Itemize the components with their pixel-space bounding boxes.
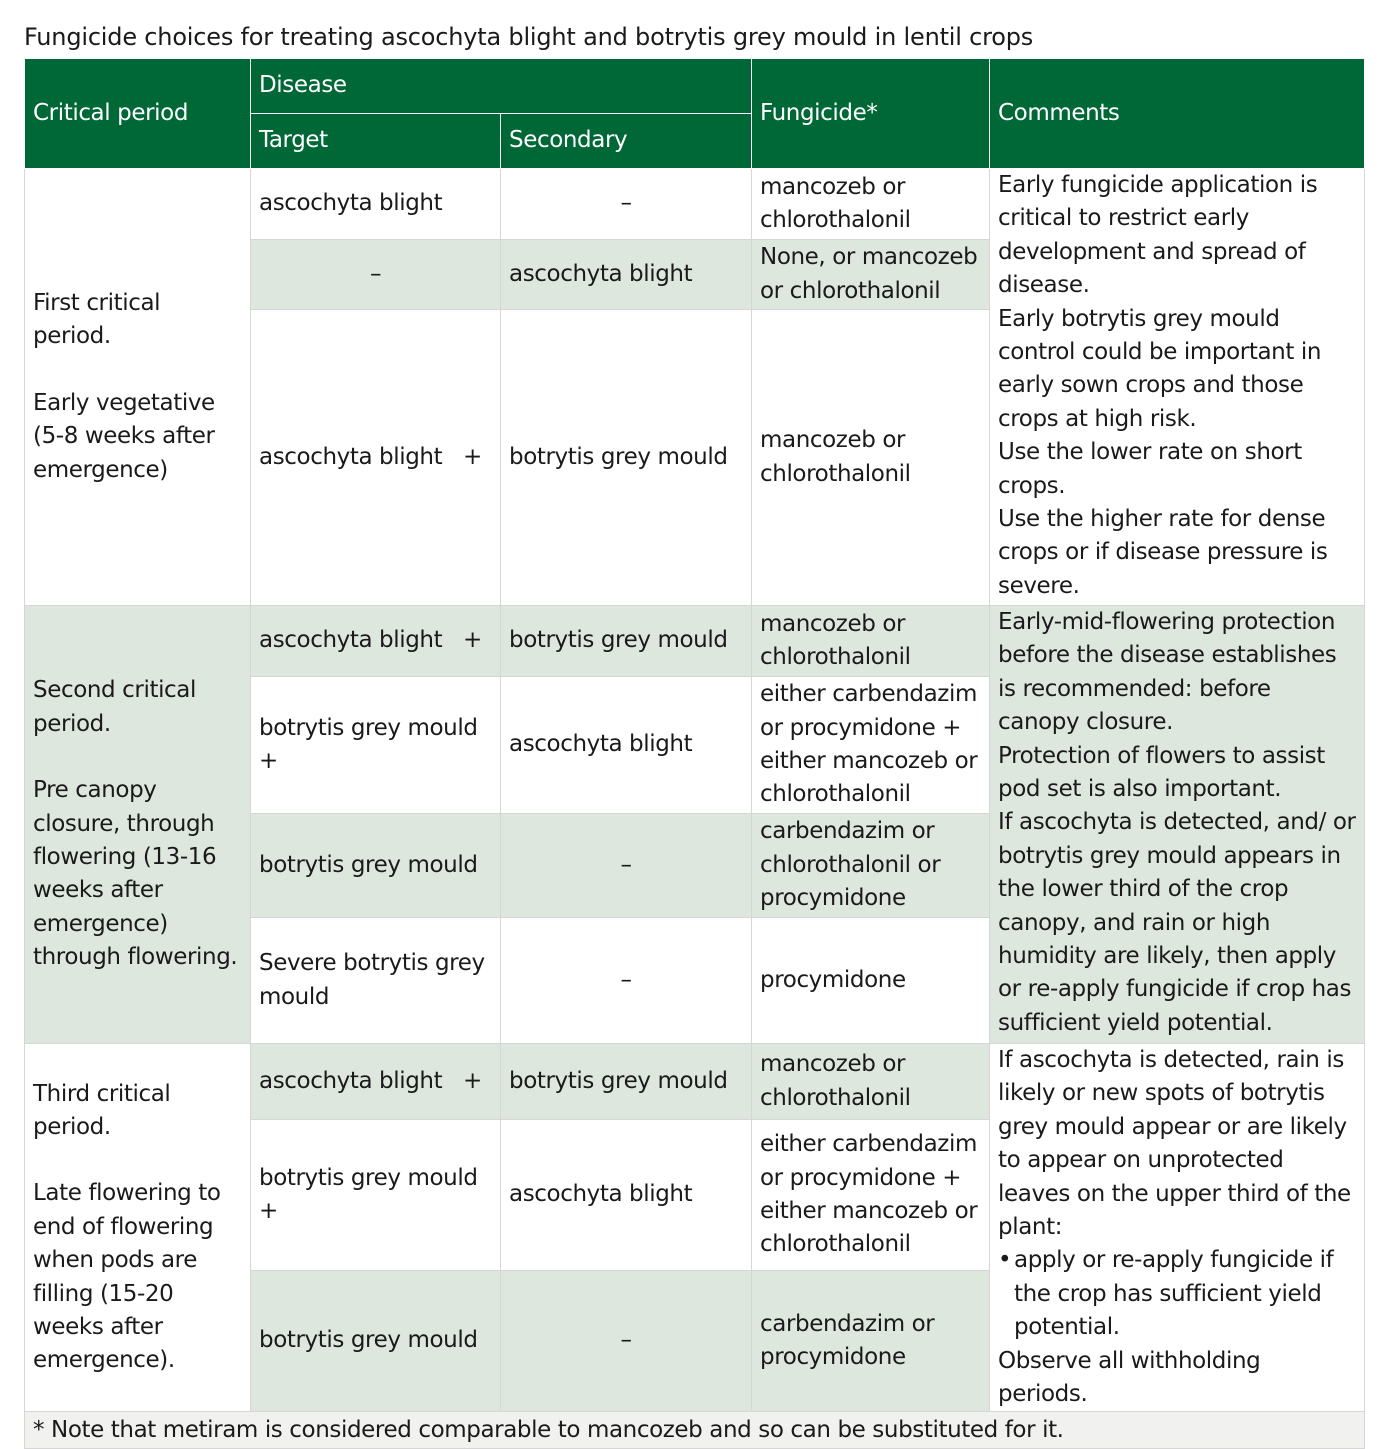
secondary-cell: – bbox=[501, 918, 752, 1044]
header-target: Target bbox=[251, 114, 501, 169]
period-title: Second critical period. bbox=[33, 677, 196, 737]
header-disease: Disease bbox=[251, 59, 752, 114]
comments-cell-first bbox=[990, 169, 1365, 606]
comments-cell-second bbox=[990, 606, 1365, 1044]
fungicide-cell: mancozeb or chlorothalonil bbox=[752, 169, 990, 240]
page-title: Fungicide choices for treating ascochyta blight and botrytis grey mould in lentil crops bbox=[24, 23, 1034, 51]
plus-sign: + bbox=[462, 627, 482, 654]
target-cell: Severe botrytis grey mould bbox=[251, 918, 501, 1044]
target-cell: botrytis grey mould bbox=[251, 814, 501, 918]
period-detail: Early vegetative (5-8 weeks after emergence) bbox=[33, 389, 215, 483]
comment-line: Early fungicide application is critical to restrict early development and spread of disease. bbox=[998, 172, 1318, 299]
fungicide-cell: None, or mancozeb or chlorothalonil bbox=[752, 240, 990, 310]
secondary-cell: – bbox=[501, 1270, 752, 1412]
bullet-text: apply or re-apply fungicide if the crop has sufficient yield potential. bbox=[1014, 1247, 1334, 1341]
comment-line: Use the lower rate on short crops. bbox=[998, 439, 1302, 499]
period-title: First critical period. bbox=[33, 289, 161, 350]
plus-sign: + bbox=[462, 443, 482, 470]
period-cell-first bbox=[25, 169, 251, 606]
bullet-icon: • bbox=[998, 1247, 1012, 1274]
fungicide-cell: procymidone bbox=[752, 918, 990, 1044]
secondary-cell: botrytis grey mould bbox=[501, 310, 752, 606]
period-detail: Late flowering to end of flowering when pods are filling (15-20 weeks after emergence). bbox=[33, 1180, 221, 1374]
period-cell-second bbox=[25, 606, 251, 1044]
period-detail: Pre canopy closure, through flowering (13-16 weeks after emergence) through flowering. bbox=[33, 777, 238, 971]
target-cell: ascochyta blight + bbox=[251, 606, 501, 677]
table-row bbox=[25, 606, 1365, 677]
table-row bbox=[25, 169, 1365, 240]
secondary-cell: botrytis grey mould bbox=[501, 606, 752, 677]
comment-line: If ascochyta is detected, rain is likely or new spots of botrytis grey mould appear or are likely to appear on unprotected leaves on the upper third of the plant: bbox=[998, 1047, 1351, 1241]
secondary-cell: ascochyta blight bbox=[501, 1120, 752, 1270]
fungicide-cell: mancozeb or chlorothalonil bbox=[752, 310, 990, 606]
fungicide-table bbox=[24, 58, 1365, 1449]
fungicide-cell: mancozeb or chlorothalonil bbox=[752, 606, 990, 677]
secondary-cell: – bbox=[501, 169, 752, 240]
secondary-cell: ascochyta blight bbox=[501, 240, 752, 310]
fungicide-cell: carbendazim or procymidone bbox=[752, 1270, 990, 1412]
secondary-cell: ascochyta blight bbox=[501, 677, 752, 814]
header-comments: Comments bbox=[990, 59, 1365, 169]
comment-line: Protection of flowers to assist pod set is also important. bbox=[998, 742, 1325, 803]
fungicide-cell: either carbendazim or procymidone + either mancozeb or chlorothalonil bbox=[752, 677, 990, 814]
header-fungicide: Fungicide* bbox=[752, 59, 990, 169]
comments-cell-third bbox=[990, 1044, 1365, 1412]
fungicide-cell: carbendazim or chlorothalonil or procymidone bbox=[752, 814, 990, 918]
header-secondary: Secondary bbox=[501, 114, 752, 169]
footnote: * Note that metiram is considered comparable to mancozeb and so can be substituted for it. bbox=[25, 1412, 1365, 1449]
comment-line: Early botrytis grey mould control could be important in early sown crops and those crops at high risk. bbox=[998, 305, 1322, 432]
target-cell: ascochyta blight + bbox=[251, 310, 501, 606]
comment-line: Early-mid-flowering protection before the disease establishes is recommended: before canopy closure. bbox=[998, 609, 1337, 736]
target-cell: – bbox=[251, 240, 501, 310]
target-cell: botrytis grey mould + bbox=[251, 677, 501, 814]
target-cell: botrytis grey mould bbox=[251, 1270, 501, 1412]
comment-line: Observe all withholding periods. bbox=[998, 1347, 1261, 1408]
plus-sign: + bbox=[259, 748, 278, 774]
bullet-item bbox=[998, 1244, 1356, 1344]
secondary-cell: – bbox=[501, 814, 752, 918]
period-cell-third bbox=[25, 1044, 251, 1412]
comment-line: Use the higher rate for dense crops or if disease pressure is severe. bbox=[998, 506, 1328, 599]
fungicide-cell: mancozeb or chlorothalonil bbox=[752, 1044, 990, 1120]
header-critical-period: Critical period bbox=[25, 59, 251, 169]
target-cell: ascochyta blight + bbox=[251, 1044, 501, 1120]
fungicide-cell: either carbendazim or procymidone + either mancozeb or chlorothalonil bbox=[752, 1120, 990, 1270]
secondary-cell: botrytis grey mould bbox=[501, 1044, 752, 1120]
plus-sign: + bbox=[462, 1067, 482, 1094]
target-cell: ascochyta blight bbox=[251, 169, 501, 240]
table-row bbox=[25, 1044, 1365, 1120]
target-cell: botrytis grey mould + bbox=[251, 1120, 501, 1270]
period-title: Third critical period. bbox=[33, 1080, 171, 1141]
plus-sign: + bbox=[259, 1198, 278, 1225]
comment-line: If ascochyta is detected, and/ or botrytis grey mould appears in the lower third of the crop canopy, and rain or high humidity are likely, then apply or re-apply fungicide if crop has sufficient yield potential. bbox=[998, 809, 1356, 1036]
